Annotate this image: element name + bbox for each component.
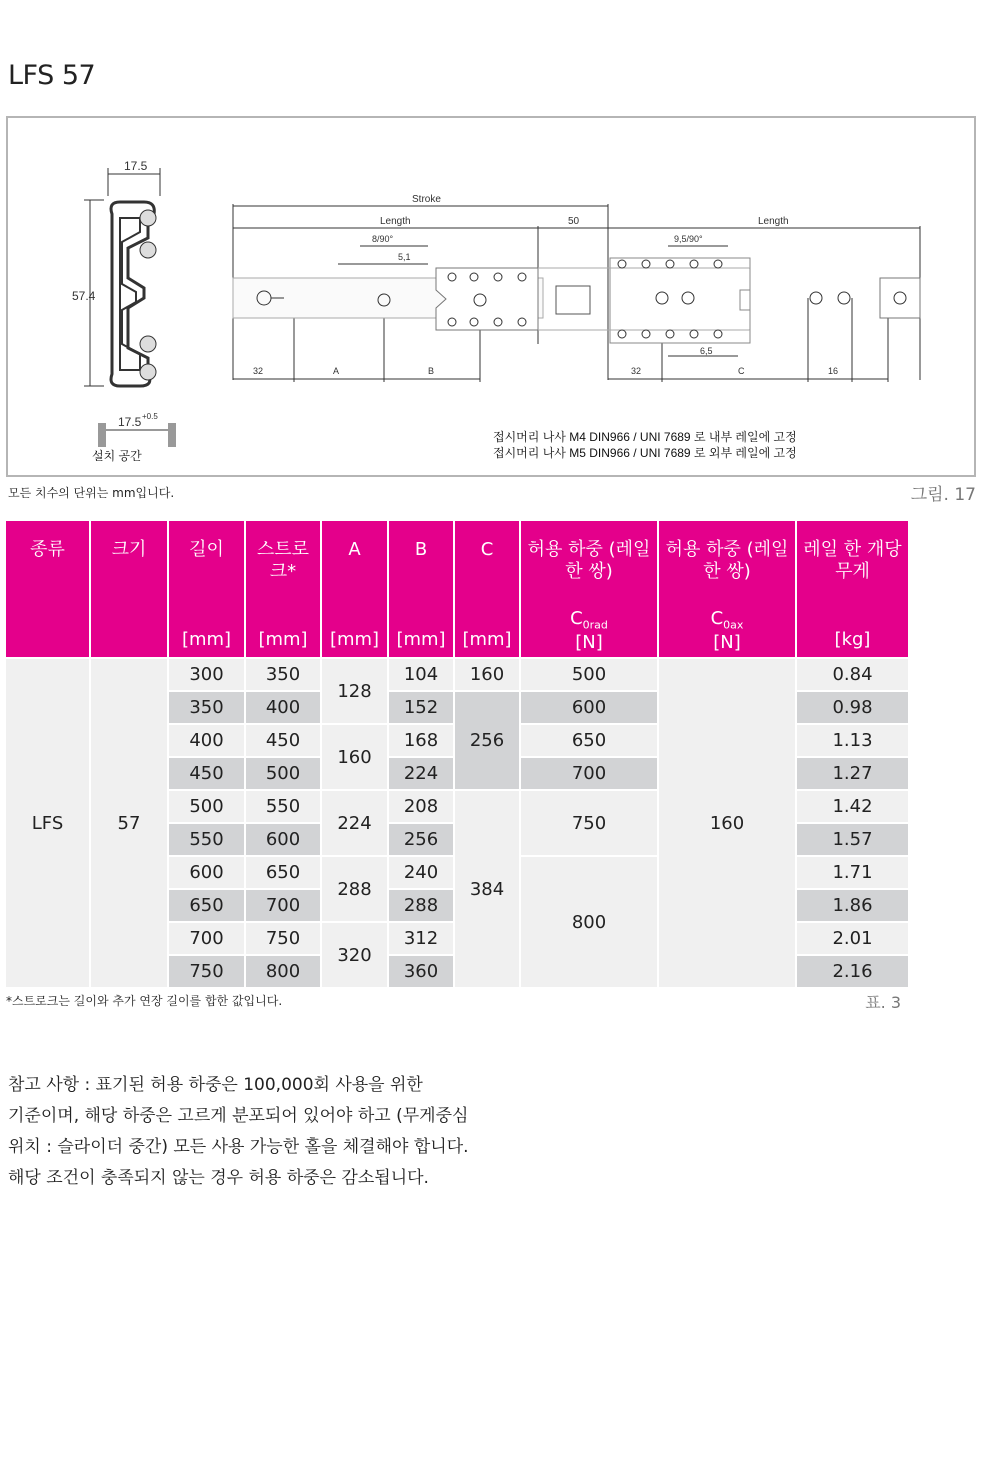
cell-weight: 1.57 xyxy=(797,824,908,855)
header-a: A [mm] xyxy=(322,521,387,657)
header-size: 크기 xyxy=(91,521,167,657)
cell-stroke: 600 xyxy=(246,824,320,855)
header-length-unit: [mm] xyxy=(181,629,232,650)
cell-type: LFS xyxy=(6,659,89,987)
cell-b: 312 xyxy=(389,923,453,954)
cell-length: 400 xyxy=(169,725,244,756)
install-dim: 17.5 xyxy=(118,415,142,429)
install-space xyxy=(92,412,176,463)
cell-length: 600 xyxy=(169,857,244,888)
cell-b: 360 xyxy=(389,956,453,987)
cell-a: 128 xyxy=(322,659,387,723)
cell-stroke: 750 xyxy=(246,923,320,954)
cell-length: 450 xyxy=(169,758,244,789)
install-tol: +0.5 xyxy=(142,412,158,421)
side-view-rails xyxy=(233,258,920,343)
cell-weight: 1.71 xyxy=(797,857,908,888)
screw-note-inner: 접시머리 나사 M4 DIN966 / UNI 7689 로 내부 레일에 고정 xyxy=(493,430,797,444)
header-c-unit: [mm] xyxy=(462,629,512,650)
dim-a: A xyxy=(333,366,340,376)
header-a-unit: [mm] xyxy=(329,629,380,650)
cell-b: 288 xyxy=(389,890,453,921)
dim-50: 50 xyxy=(568,216,580,227)
cell-weight: 1.27 xyxy=(797,758,908,789)
cell-c: 160 xyxy=(455,659,519,690)
cell-stroke: 450 xyxy=(246,725,320,756)
cell-length: 700 xyxy=(169,923,244,954)
table-header-row xyxy=(6,521,908,657)
cell-a: 320 xyxy=(322,923,387,987)
reference-note: 참고 사항 : 표기된 허용 하중은 100,000회 사용을 위한 기준이며, 해당 하중은 고르게 분포되어 있어야 하고 (무게중심 위치 : 슬라이더 중간) 모든 사용 가능한 홀을 체결해야 합니다. 해당 조건이 충족되지 않는 경우 허용 하중은 감소됩니다. xyxy=(8,1075,469,1188)
dim-c: C xyxy=(738,366,745,376)
dim-angle-right: 9,5/90° xyxy=(674,234,703,244)
screw-note-outer: 접시머리 나사 M5 DIN966 / UNI 7689 로 외부 레일에 고정 xyxy=(493,446,797,460)
cell-b: 240 xyxy=(389,857,453,888)
cell-weight: 0.98 xyxy=(797,692,908,723)
header-load-rad: 허용 하중 (레일 한 쌍) $C_{0rad}$ [N] xyxy=(521,521,657,657)
cell-a: 160 xyxy=(322,725,387,789)
dim-6-5: 6,5 xyxy=(700,346,713,356)
table-footnote: *스트로크는 길이와 추가 연장 길이를 합한 값입니다. xyxy=(6,994,283,1008)
cell-c0rad: 750 xyxy=(521,791,657,855)
table-row xyxy=(6,659,908,690)
cell-weight: 1.86 xyxy=(797,890,908,921)
dim-length-right: Length xyxy=(758,216,789,227)
figure-caption: 그림. 17 xyxy=(910,485,976,505)
cell-weight: 2.01 xyxy=(797,923,908,954)
cell-c0ax: 160 xyxy=(659,659,795,987)
cell-stroke: 350 xyxy=(246,659,320,690)
cell-a: 224 xyxy=(322,791,387,855)
header-b-unit: [mm] xyxy=(396,629,446,650)
header-weight-unit: [kg] xyxy=(834,629,871,650)
cell-c0rad: 500 xyxy=(521,659,657,690)
cell-length: 550 xyxy=(169,824,244,855)
page-title: LFS 57 xyxy=(8,60,96,91)
cell-stroke: 800 xyxy=(246,956,320,987)
cell-a: 288 xyxy=(322,857,387,921)
cell-weight: 1.13 xyxy=(797,725,908,756)
header-c: C [mm] xyxy=(455,521,519,657)
cell-stroke: 700 xyxy=(246,890,320,921)
spec-table xyxy=(4,519,910,989)
header-stroke-unit: [mm] xyxy=(258,629,308,650)
cell-stroke: 400 xyxy=(246,692,320,723)
table-caption: 표. 3 xyxy=(865,993,901,1012)
cell-weight: 0.84 xyxy=(797,659,908,690)
cell-length: 500 xyxy=(169,791,244,822)
header-load-rad-symbol: $C_{0rad}$ [N] xyxy=(570,608,608,653)
dim-5-1: 5,1 xyxy=(398,252,411,262)
cell-stroke: 500 xyxy=(246,758,320,789)
header-load-ax: 허용 하중 (레일 한 쌍) $C_{0ax}$ [N] xyxy=(659,521,795,657)
cell-c0rad: 600 xyxy=(521,692,657,723)
cell-length: 650 xyxy=(169,890,244,921)
header-b: B [mm] xyxy=(389,521,453,657)
cell-b: 224 xyxy=(389,758,453,789)
install-label: 설치 공간 xyxy=(92,449,142,463)
cell-c0rad: 800 xyxy=(521,857,657,987)
cell-length: 300 xyxy=(169,659,244,690)
cross-section xyxy=(72,159,160,386)
units-note: 모든 치수의 단위는 mm입니다. xyxy=(8,486,175,500)
header-load-ax-symbol: $C_{0ax}$ [N] xyxy=(710,608,744,653)
cell-weight: 1.42 xyxy=(797,791,908,822)
cell-c: 384 xyxy=(455,791,519,987)
cell-b: 256 xyxy=(389,824,453,855)
cell-b: 208 xyxy=(389,791,453,822)
cell-size: 57 xyxy=(91,659,167,987)
cell-b: 168 xyxy=(389,725,453,756)
dim-32-right: 32 xyxy=(631,366,642,376)
dim-angle-left: 8/90° xyxy=(372,234,394,244)
dim-height-left: 57.4 xyxy=(72,289,96,303)
cell-b: 152 xyxy=(389,692,453,723)
dim-length-left: Length xyxy=(380,216,411,227)
cell-c0rad: 700 xyxy=(521,758,657,789)
cell-stroke: 650 xyxy=(246,857,320,888)
drawing-svg xyxy=(8,118,974,475)
dim-16: 16 xyxy=(828,366,839,376)
header-length: 길이 [mm] xyxy=(169,521,244,657)
cell-c0rad: 650 xyxy=(521,725,657,756)
dim-32-left: 32 xyxy=(253,366,264,376)
cell-length: 750 xyxy=(169,956,244,987)
cell-weight: 2.16 xyxy=(797,956,908,987)
dim-width-top: 17.5 xyxy=(124,159,148,173)
cell-stroke: 550 xyxy=(246,791,320,822)
cell-c: 256 xyxy=(455,692,519,789)
header-stroke: 스트로크* [mm] xyxy=(246,521,320,657)
technical-drawing xyxy=(6,116,976,477)
header-weight: 레일 한 개당 무게 [kg] xyxy=(797,521,908,657)
header-type: 종류 xyxy=(6,521,89,657)
dim-b: B xyxy=(428,366,435,376)
cell-b: 104 xyxy=(389,659,453,690)
cell-length: 350 xyxy=(169,692,244,723)
dim-stroke: Stroke xyxy=(412,194,441,205)
